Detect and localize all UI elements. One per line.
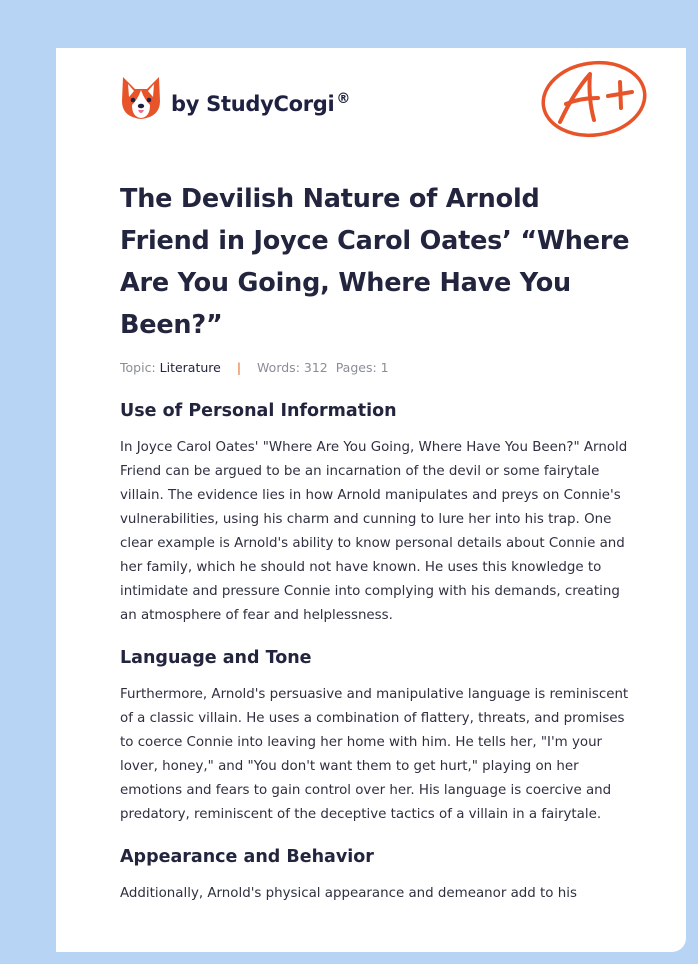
word-count: Words: 312 <box>257 360 328 375</box>
corgi-logo-icon <box>120 75 162 123</box>
section-paragraph: In Joyce Carol Oates' "Where Are You Going, Where Have You Been?" Arnold Friend can be argued to be an incarnation of the devil or some fairytale villain. The evidence lies in how Arnold manipulates and preys on Connie's vulnerabilities, using his charm and cunning to lure her into his trap. One clear example is Arnold's ability to know personal details about Connie and her family, which he should not have known. He uses this knowledge to intimidate and pressure Connie into complying with his demands, creating an atmosphere of fear and helplessness. <box>120 440 628 623</box>
section-paragraph: Additionally, Arnold's physical appearance and demeanor add to his <box>120 886 577 901</box>
section-heading: Language and Tone <box>120 648 312 668</box>
studycorgi-logo[interactable] <box>120 75 350 123</box>
page-count: Pages: 1 <box>335 360 389 375</box>
brand-name: by StudyCorgi ® <box>171 90 351 116</box>
page-title: The Devilish Nature of Arnold Friend in Joyce Carol Oates’ “Where Are You Going, Where Have You Been?” <box>120 184 630 340</box>
a-plus-grade-icon <box>538 58 650 140</box>
section-paragraph: Furthermore, Arnold's persuasive and manipulative language is reminiscent of a classic villain. He uses a combination of flattery, threats, and promises to coerce Connie into leaving her home with him. He tells her, "I'm your lover, honey," and "You don't want them to get hurt," playing on her emotions and fears to gain control over her. His language is coercive and predatory, reminiscent of the deceptive tactics of a villain in a fairytale. <box>120 687 629 822</box>
article-meta <box>120 360 630 375</box>
topic-link[interactable]: Literature <box>159 360 221 375</box>
topic-label: Topic: <box>120 360 156 375</box>
registered-mark: ® <box>336 90 351 107</box>
section-heading: Use of Personal Information <box>120 401 397 421</box>
header <box>56 48 686 158</box>
section-heading: Appearance and Behavior <box>120 847 374 867</box>
document-card <box>56 48 686 952</box>
article <box>120 178 630 906</box>
meta-separator: | <box>236 360 242 375</box>
